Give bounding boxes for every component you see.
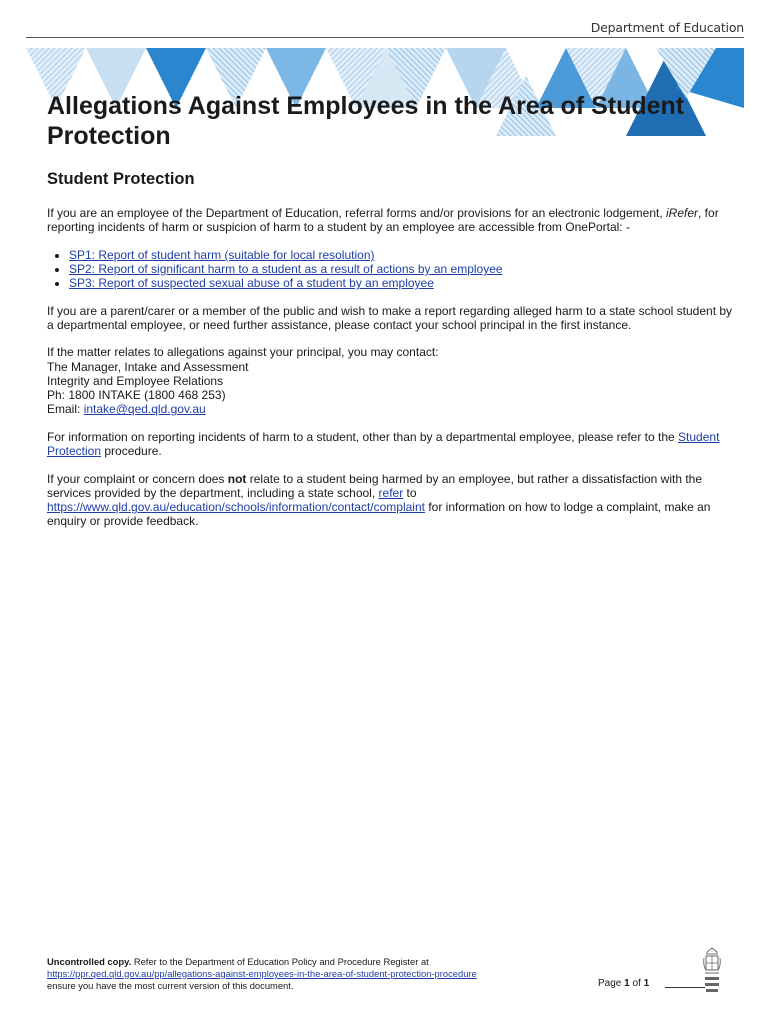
page-title: Allegations Against Employees in the Area of Student Protection [47, 92, 685, 150]
refer-link[interactable]: refer [378, 486, 404, 501]
info-paragraph: For information on reporting incidents of harm to a student, other than by a departmental employee, please refer to the Student Protection procedure. [47, 429, 720, 459]
list-item [69, 276, 737, 290]
footer-divider [665, 987, 705, 988]
irefer-term: iRefer [666, 206, 699, 220]
department-name: Department of Education [590, 20, 744, 35]
complaint-paragraph: If your complaint or concern does not relate to a student being harmed by an employee, but rather a dissatisfaction with the services provided by the department, including a state school, refer to https://www.qld.gov.au/education/schools/information/contact/complaint for information on how to lodge a complaint, make an enquiry or provide feedback. [47, 471, 711, 529]
document-body [47, 206, 737, 542]
list-item [69, 262, 737, 276]
list-item [69, 248, 737, 262]
parent-paragraph: If you are a parent/carer or a member of the public and wish to make a report regarding alleged harm to a state school student by a departmental employee, or need further assistance, please contact your school principal in the first instance. [47, 303, 733, 332]
form-list [47, 248, 737, 291]
principal-contact: If the matter relates to allegations against your principal, you may contact: The Manager, Intake and Assessment Integrity and Employee Relations Ph: 1800 INTAKE (1800 468 253) Email: intake@qed.qld.gov.au [47, 345, 439, 417]
sp3-form-link[interactable]: SP3: Report of suspected sexual abuse of a student by an employee [69, 276, 434, 291]
sp2-form-link[interactable]: SP2: Report of significant harm to a student as a result of actions by an employee [69, 262, 503, 277]
section-heading: Student Protection [47, 170, 195, 188]
intro-paragraph: If you are an employee of the Department of Education, referral forms and/or provisions for an electronic lodgement, iRefer, for reporting incidents of harm or suspicion of harm to a student by an employee are accessible from OnePortal: - [47, 206, 719, 235]
sp1-form-link[interactable]: SP1: Report of student harm (suitable for local resolution) [69, 247, 375, 262]
footer-note: Uncontrolled copy. Refer to the Department of Education Policy and Procedure Register at https://ppr.qed.qld.gov.au/pp/allegations-against-employees-in-the-area-of-student-protection-procedure ensure you have the most current version of this document. [47, 956, 477, 991]
student-protection-link[interactable]: Student Protection [47, 429, 720, 459]
queensland-crest-icon [703, 946, 721, 996]
header-divider [26, 37, 744, 38]
complaint-url-link[interactable]: https://www.qld.gov.au/education/schools/information/contact/complaint [47, 500, 425, 515]
email-link[interactable]: intake@qed.qld.gov.au [83, 402, 206, 417]
page-number: Page 1 of 1 [598, 978, 650, 989]
ppr-url-link[interactable]: https://ppr.qed.qld.gov.au/pp/allegations-against-employees-in-the-area-of-student-protection-procedure [47, 967, 477, 979]
